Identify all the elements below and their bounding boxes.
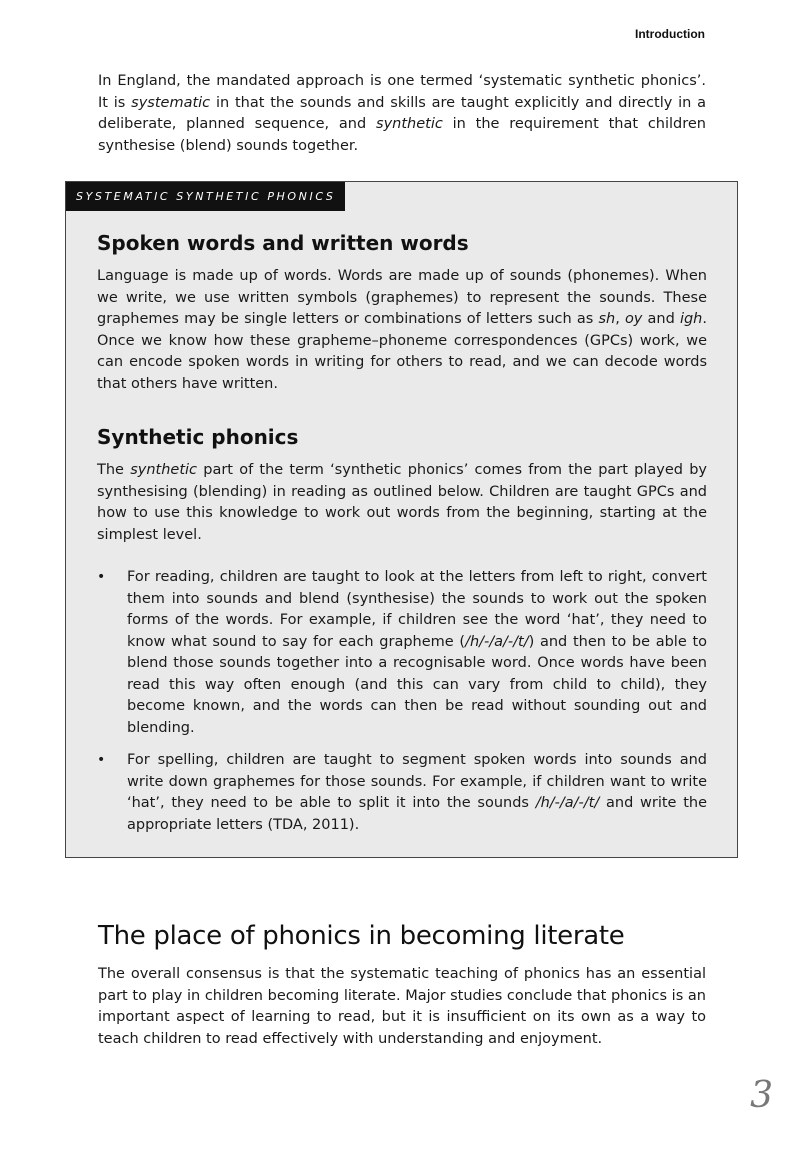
intro-text: In England, the mandated approach is one termed ‘systematic synthetic phonics’. It is	[98, 73, 706, 111]
grapheme-example: sh	[598, 311, 616, 327]
intro-paragraph	[98, 71, 706, 157]
box-heading-spoken-written: Spoken words and written words	[97, 231, 469, 255]
box-text: Language is made up of words. Words are made up of sounds (phonemes). When we write, we use written symbols (graphemes) to represent the sounds. These graphemes may be single letters or combinations of letters such as	[97, 268, 707, 327]
bullet-list	[97, 567, 707, 836]
grapheme-example: oy	[624, 311, 643, 327]
intro-text: in that the sounds and skills are taught explicitly and directly in a deliberate, planned sequence, and	[98, 94, 707, 132]
feature-box-tag: SYSTEMATIC SYNTHETIC PHONICS	[66, 182, 345, 211]
intro-emphasis: synthetic	[376, 116, 443, 132]
section-paragraph: The overall consensus is that the systematic teaching of phonics has an essential part to play in children becoming literate. Major studies conclude that phonics is an important aspect of learning to read, but it is insufficient on its own as a way to teach children to read effectively with understanding and enjoyment.	[98, 966, 706, 1047]
list-item-reading	[97, 567, 707, 739]
intro-emphasis: systematic	[131, 94, 211, 111]
box-text: ,	[615, 311, 625, 327]
feature-box	[65, 181, 738, 858]
running-head: Introduction	[635, 27, 705, 41]
grapheme-example: igh	[679, 311, 703, 327]
box-text: part of the term ‘synthetic phonics’ comes from the part played by synthesising (blending) in reading as outlined below. Children are taught GPCs and how to use this knowledge to work out words from the beginning, starting at the simplest level.	[97, 462, 708, 543]
box-text: . Once we know how these grapheme–phoneme correspondences (GPCs) work, we can encode spoken words in writing for others to read, and we can decode words that others have written.	[97, 311, 707, 392]
list-text: and write the appropriate letters (TDA, 2011).	[127, 795, 707, 833]
bullet-icon: •	[97, 752, 106, 768]
list-text: For spelling, children are taught to segment spoken words into sounds and write down graphemes for those sounds. For example, if children want to write ‘hat’, they need to be able to split it into the sounds	[127, 752, 707, 811]
box-text: and	[642, 311, 680, 327]
box-paragraph-synthetic	[97, 460, 707, 546]
box-emphasis: synthetic	[130, 462, 198, 478]
section-title: The place of phonics in becoming literate	[98, 921, 625, 951]
list-text: For reading, children are taught to look at the letters from left to right, convert them into sounds and blend (synthesise) the sounds to work out the spoken forms of the words. For example, if children see the word ‘hat’, they need to know what sound to say for each grapheme (	[127, 569, 707, 650]
bullet-icon: •	[97, 569, 106, 585]
page-number: 3	[750, 1075, 773, 1116]
box-paragraph-language	[97, 266, 707, 395]
phoneme-example: /h/-/a/-/t/	[465, 633, 529, 650]
intro-text: in the requirement that children synthesise (blend) sounds together.	[98, 116, 706, 154]
list-item-spelling	[97, 750, 707, 836]
list-text: ) and then to be able to blend those sounds together into a recognisable word. Once words have been read this way often enough (and this can vary from child to child), they become known, and the words can then be read without sounding out and blending.	[127, 633, 708, 736]
box-heading-synthetic-phonics: Synthetic phonics	[97, 425, 299, 449]
phoneme-example: /h/-/a/-/t/	[535, 795, 600, 811]
box-text: The	[97, 462, 131, 478]
feature-box-content	[97, 230, 707, 847]
